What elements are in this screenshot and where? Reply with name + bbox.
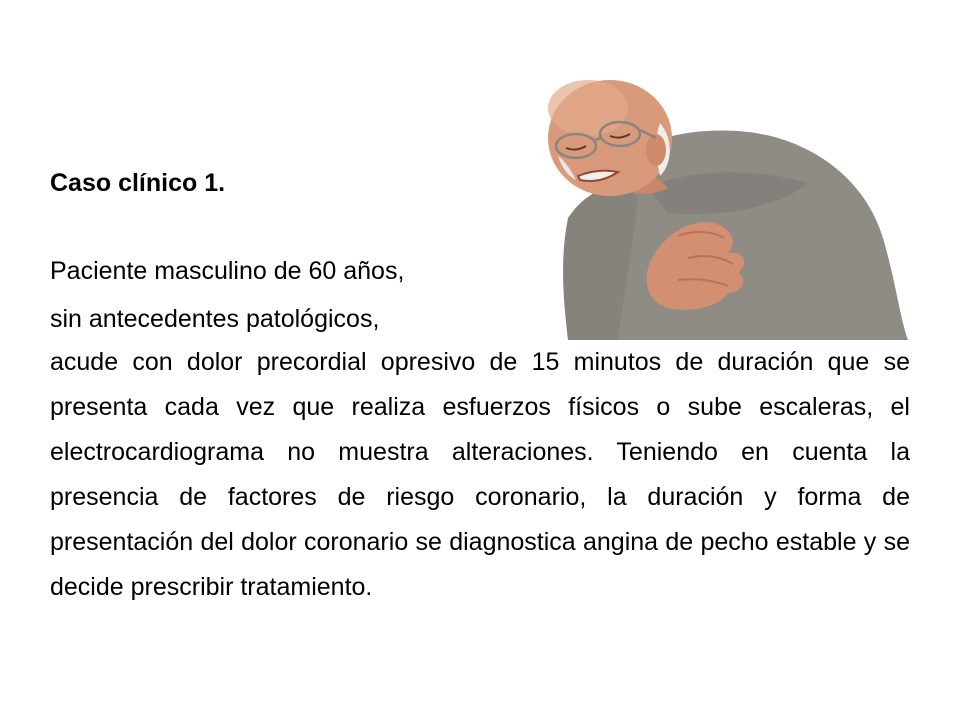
intro-line-1: Paciente masculino de 60 años, xyxy=(50,257,405,285)
intro-line-2: sin antecedentes patológicos, xyxy=(50,305,380,333)
case-title: Caso clínico 1. xyxy=(50,169,226,197)
case-description: acude con dolor precordial opresivo de 15 minutos de duración que se presenta cada vez que realiza esfuerzos físicos o sube escaleras, el electrocardiograma no muestra alteraciones. Teniendo en cuenta la presencia de factores de riesgo coronario, la duración y forma de presentación del dolor coronario se diagnostica angina de pecho estable y se decide prescribir tratamiento. xyxy=(50,348,910,601)
man-chest-pain-photo xyxy=(528,68,912,340)
